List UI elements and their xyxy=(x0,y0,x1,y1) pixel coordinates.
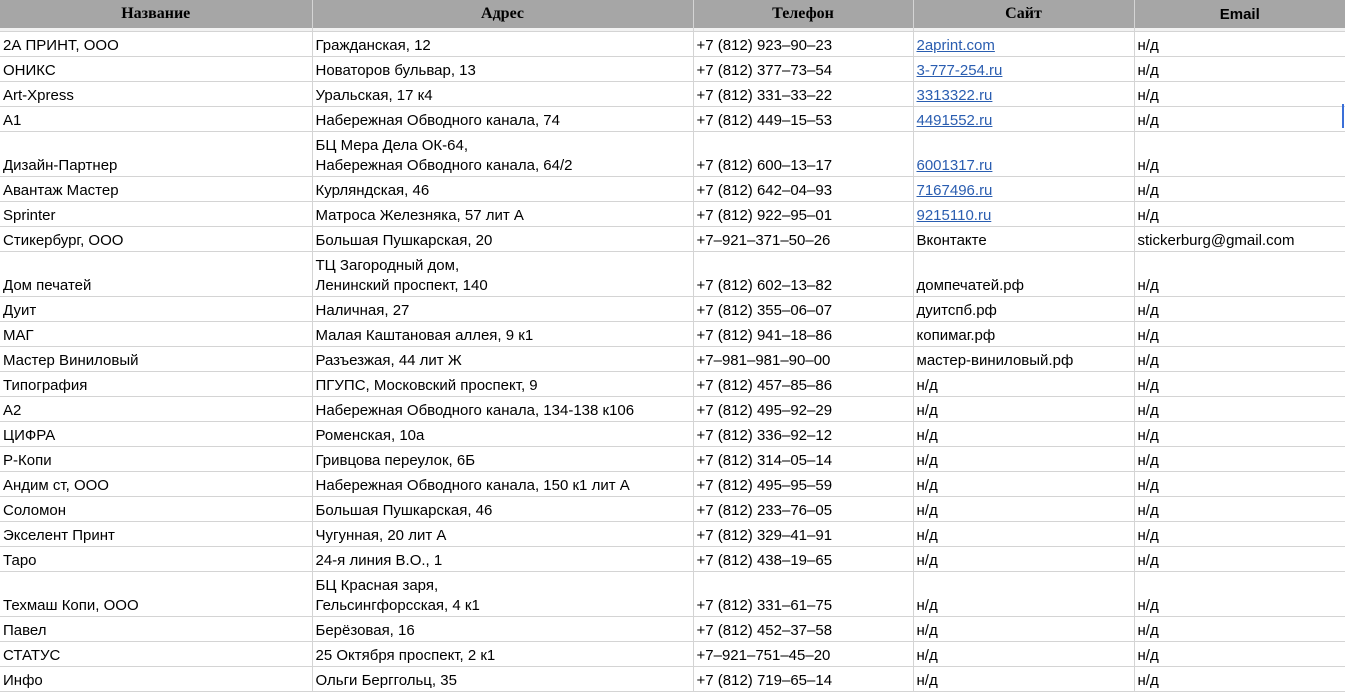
address-line: Ольги Берггольц, 35 xyxy=(315,672,457,689)
cell-site[interactable]: н/д xyxy=(913,642,1134,667)
cell-name[interactable]: Стикербург, ООО xyxy=(0,227,312,252)
cell-phone[interactable]: +7 (812) 331–33–22 xyxy=(693,82,913,107)
cell-site[interactable]: копимаг.рф xyxy=(913,322,1134,347)
cell-name[interactable]: ЦИФРА xyxy=(0,422,312,447)
site-link[interactable]: 3313322.ru xyxy=(916,87,993,104)
cell-address[interactable] xyxy=(312,347,693,372)
cell-phone[interactable]: +7 (812) 233–76–05 xyxy=(693,497,913,522)
cell-email[interactable]: н/д xyxy=(1134,472,1345,497)
cell-name[interactable]: Андим ст, ООО xyxy=(0,472,312,497)
cell-email[interactable]: н/д xyxy=(1134,202,1345,227)
cell-address[interactable] xyxy=(312,252,693,297)
address-line: Набережная Обводного канала, 150 к1 лит А xyxy=(315,477,630,494)
cell-name[interactable]: МАГ xyxy=(0,322,312,347)
cell-email[interactable]: stickerburg@gmail.com xyxy=(1134,227,1345,252)
cell-phone[interactable]: +7 (812) 602–13–82 xyxy=(693,252,913,297)
cell-address[interactable] xyxy=(312,82,693,107)
address-line: БЦ Красная заря, xyxy=(315,577,439,594)
cell-name[interactable]: Р-Копи xyxy=(0,447,312,472)
cell-email[interactable]: н/д xyxy=(1134,617,1345,642)
cell-site[interactable]: н/д xyxy=(913,422,1134,447)
cell-site[interactable]: н/д xyxy=(913,397,1134,422)
cell-address[interactable] xyxy=(312,372,693,397)
cell-site[interactable]: н/д xyxy=(913,472,1134,497)
cell-name[interactable]: Авантаж Мастер xyxy=(0,177,312,202)
address-line: Набережная Обводного канала, 134-138 к106 xyxy=(315,402,635,419)
cell-email[interactable]: н/д xyxy=(1134,107,1345,132)
cell-address[interactable] xyxy=(312,522,693,547)
cell-phone[interactable]: +7 (812) 331–61–75 xyxy=(693,572,913,617)
table-row xyxy=(0,547,1345,572)
address-line: Малая Каштановая аллея, 9 к1 xyxy=(315,327,534,344)
cell-email[interactable]: н/д xyxy=(1134,667,1345,692)
header-site[interactable]: Сайт xyxy=(913,0,1134,28)
cell-phone[interactable]: +7 (812) 495–92–29 xyxy=(693,397,913,422)
address-line: 25 Октября проспект, 2 к1 xyxy=(315,647,496,664)
table-row xyxy=(0,177,1345,202)
cell-address[interactable] xyxy=(312,322,693,347)
cell-phone[interactable]: +7 (812) 336–92–12 xyxy=(693,422,913,447)
address-line: Уральская, 17 к4 xyxy=(315,87,433,104)
cell-address[interactable] xyxy=(312,297,693,322)
cell-email[interactable]: н/д xyxy=(1134,397,1345,422)
table-row xyxy=(0,617,1345,642)
address-line: Берёзовая, 16 xyxy=(315,622,415,639)
cell-name[interactable]: СТАТУС xyxy=(0,642,312,667)
cell-email[interactable]: н/д xyxy=(1134,347,1345,372)
cell-phone[interactable]: +7 (812) 923–90–23 xyxy=(693,32,913,57)
address-line: Набережная Обводного канала, 64/2 xyxy=(315,157,573,174)
cell-name[interactable]: Павел xyxy=(0,617,312,642)
cell-name[interactable]: Дом печатей xyxy=(0,252,312,297)
table-row xyxy=(0,202,1345,227)
cell-site[interactable]: н/д xyxy=(913,547,1134,572)
address-line: Гривцова переулок, 6Б xyxy=(315,452,476,469)
cell-phone[interactable]: +7 (812) 457–85–86 xyxy=(693,372,913,397)
table-row xyxy=(0,252,1345,297)
cell-site[interactable] xyxy=(913,107,1134,132)
address-line: Набережная Обводного канала, 74 xyxy=(315,112,560,129)
address-line: Новаторов бульвар, 13 xyxy=(315,62,476,79)
cell-address[interactable] xyxy=(312,547,693,572)
cell-address[interactable] xyxy=(312,202,693,227)
cell-phone[interactable]: +7 (812) 495–95–59 xyxy=(693,472,913,497)
site-link[interactable]: 3-777-254.ru xyxy=(916,62,1003,79)
table-row xyxy=(0,227,1345,252)
address-line: Матроса Железняка, 57 лит А xyxy=(315,207,524,224)
cell-address[interactable] xyxy=(312,32,693,57)
cell-site[interactable]: мастер-виниловый.рф xyxy=(913,347,1134,372)
cell-site[interactable] xyxy=(913,202,1134,227)
table-row xyxy=(0,397,1345,422)
cell-name[interactable]: Таро xyxy=(0,547,312,572)
cell-name[interactable]: А1 xyxy=(0,107,312,132)
header-email[interactable]: Email xyxy=(1134,0,1345,28)
cell-name[interactable]: Мастер Виниловый xyxy=(0,347,312,372)
table-row xyxy=(0,57,1345,82)
cell-name[interactable]: А2 xyxy=(0,397,312,422)
cell-address[interactable] xyxy=(312,177,693,202)
cell-site[interactable] xyxy=(913,132,1134,177)
address-line: ТЦ Загородный дом, xyxy=(315,257,460,274)
cell-site[interactable]: н/д xyxy=(913,572,1134,617)
cell-phone[interactable]: +7 (812) 329–41–91 xyxy=(693,522,913,547)
address-line: Гельсингфорсская, 4 к1 xyxy=(315,597,480,614)
table-row xyxy=(0,82,1345,107)
cell-site[interactable] xyxy=(913,57,1134,82)
cell-address[interactable] xyxy=(312,642,693,667)
cell-email[interactable]: н/д xyxy=(1134,547,1345,572)
cell-phone[interactable]: +7 (812) 642–04–93 xyxy=(693,177,913,202)
cell-name[interactable]: ОНИКС xyxy=(0,57,312,82)
table-row xyxy=(0,372,1345,397)
cell-email[interactable]: н/д xyxy=(1134,82,1345,107)
cell-email[interactable]: н/д xyxy=(1134,522,1345,547)
cell-address[interactable] xyxy=(312,447,693,472)
table-row xyxy=(0,297,1345,322)
table-row xyxy=(0,522,1345,547)
cell-email[interactable]: н/д xyxy=(1134,642,1345,667)
cell-address[interactable] xyxy=(312,397,693,422)
cell-site[interactable]: н/д xyxy=(913,522,1134,547)
address-line: Чугунная, 20 лит А xyxy=(315,527,447,544)
cell-site[interactable]: н/д xyxy=(913,667,1134,692)
table-row xyxy=(0,642,1345,667)
cell-email[interactable]: н/д xyxy=(1134,372,1345,397)
cell-phone[interactable]: +7 (812) 438–19–65 xyxy=(693,547,913,572)
cell-phone[interactable]: +7 (812) 355–06–07 xyxy=(693,297,913,322)
cell-address[interactable] xyxy=(312,667,693,692)
cell-name[interactable]: Экселент Принт xyxy=(0,522,312,547)
cell-address[interactable] xyxy=(312,107,693,132)
cell-address[interactable] xyxy=(312,132,693,177)
table-body xyxy=(0,28,1345,692)
table-row xyxy=(0,667,1345,692)
address-line: 24-я линия В.О., 1 xyxy=(315,552,443,569)
cell-email[interactable]: н/д xyxy=(1134,497,1345,522)
cell-site[interactable]: дуитспб.рф xyxy=(913,297,1134,322)
cell-phone[interactable]: +7 (812) 449–15–53 xyxy=(693,107,913,132)
cell-email[interactable]: н/д xyxy=(1134,132,1345,177)
cell-name[interactable]: Дизайн-Партнер xyxy=(0,132,312,177)
cell-phone[interactable]: +7 (812) 941–18–86 xyxy=(693,322,913,347)
cell-site[interactable]: н/д xyxy=(913,447,1134,472)
table-row xyxy=(0,107,1345,132)
site-link[interactable]: 4491552.ru xyxy=(916,112,993,129)
cell-site[interactable]: н/д xyxy=(913,372,1134,397)
cell-site[interactable] xyxy=(913,177,1134,202)
header-phone[interactable]: Телефон xyxy=(693,0,913,28)
cell-name[interactable]: Дуит xyxy=(0,297,312,322)
cell-email[interactable]: н/д xyxy=(1134,252,1345,297)
address-line: Ленинский проспект, 140 xyxy=(315,277,488,294)
cell-site[interactable] xyxy=(913,82,1134,107)
table-row xyxy=(0,132,1345,177)
cell-address[interactable] xyxy=(312,57,693,82)
table-row xyxy=(0,472,1345,497)
cell-site[interactable]: домпечатей.рф xyxy=(913,252,1134,297)
address-line: Разъезжая, 44 лит Ж xyxy=(315,352,462,369)
cell-name[interactable]: Техмаш Копи, ООО xyxy=(0,572,312,617)
cell-email[interactable]: н/д xyxy=(1134,322,1345,347)
cell-address[interactable] xyxy=(312,572,693,617)
cell-address[interactable] xyxy=(312,422,693,447)
cell-phone[interactable]: +7 (812) 719–65–14 xyxy=(693,667,913,692)
cell-name[interactable]: 2А ПРИНТ, ООО xyxy=(0,32,312,57)
cell-email[interactable]: н/д xyxy=(1134,572,1345,617)
cell-phone[interactable]: +7 (812) 377–73–54 xyxy=(693,57,913,82)
header-address[interactable]: Адрес xyxy=(312,0,693,28)
table-row xyxy=(0,447,1345,472)
cell-email[interactable]: н/д xyxy=(1134,32,1345,57)
cell-email[interactable]: н/д xyxy=(1134,57,1345,82)
cell-address[interactable] xyxy=(312,472,693,497)
cell-site[interactable]: н/д xyxy=(913,617,1134,642)
address-line: Наличная, 27 xyxy=(315,302,410,319)
cell-address[interactable] xyxy=(312,497,693,522)
address-line: Большая Пушкарская, 46 xyxy=(315,502,493,519)
cell-site[interactable]: Вконтакте xyxy=(913,227,1134,252)
address-line: Роменская, 10а xyxy=(315,427,425,444)
address-line: Курляндская, 46 xyxy=(315,182,430,199)
cell-selection-edge xyxy=(1342,104,1344,128)
cell-email[interactable]: н/д xyxy=(1134,447,1345,472)
header-name[interactable]: Название xyxy=(0,0,312,28)
cell-site[interactable]: н/д xyxy=(913,497,1134,522)
cell-phone[interactable]: +7–921–751–45–20 xyxy=(693,642,913,667)
site-link[interactable]: 7167496.ru xyxy=(916,182,993,199)
cell-phone[interactable]: +7–981–981–90–00 xyxy=(693,347,913,372)
address-line: БЦ Мера Дела ОК-64, xyxy=(315,137,468,154)
address-line: ПГУПС, Московский проспект, 9 xyxy=(315,377,538,394)
cell-phone[interactable]: +7 (812) 600–13–17 xyxy=(693,132,913,177)
table-row xyxy=(0,347,1345,372)
cell-address[interactable] xyxy=(312,617,693,642)
cell-name[interactable]: Art-Xpress xyxy=(0,82,312,107)
cell-name[interactable]: Типография xyxy=(0,372,312,397)
cell-email[interactable]: н/д xyxy=(1134,177,1345,202)
table-row xyxy=(0,497,1345,522)
table-row xyxy=(0,32,1345,57)
table-row xyxy=(0,572,1345,617)
cell-name[interactable]: Инфо xyxy=(0,667,312,692)
cell-address[interactable] xyxy=(312,227,693,252)
address-line: Большая Пушкарская, 20 xyxy=(315,232,493,249)
site-link[interactable]: 6001317.ru xyxy=(916,157,993,174)
cell-email[interactable]: н/д xyxy=(1134,422,1345,447)
cell-phone[interactable]: +7 (812) 314–05–14 xyxy=(693,447,913,472)
cell-phone[interactable]: +7 (812) 922–95–01 xyxy=(693,202,913,227)
cell-email[interactable]: н/д xyxy=(1134,297,1345,322)
cell-phone[interactable]: +7 (812) 452–37–58 xyxy=(693,617,913,642)
cell-name[interactable]: Sprinter xyxy=(0,202,312,227)
address-line: Гражданская, 12 xyxy=(315,37,431,54)
cell-phone[interactable]: +7–921–371–50–26 xyxy=(693,227,913,252)
cell-name[interactable]: Соломон xyxy=(0,497,312,522)
table-row xyxy=(0,322,1345,347)
site-link[interactable]: 9215110.ru xyxy=(916,207,992,224)
header-row xyxy=(0,0,1345,28)
cell-site[interactable] xyxy=(913,32,1134,57)
site-link[interactable]: 2aprint.com xyxy=(916,37,995,54)
table-row xyxy=(0,422,1345,447)
